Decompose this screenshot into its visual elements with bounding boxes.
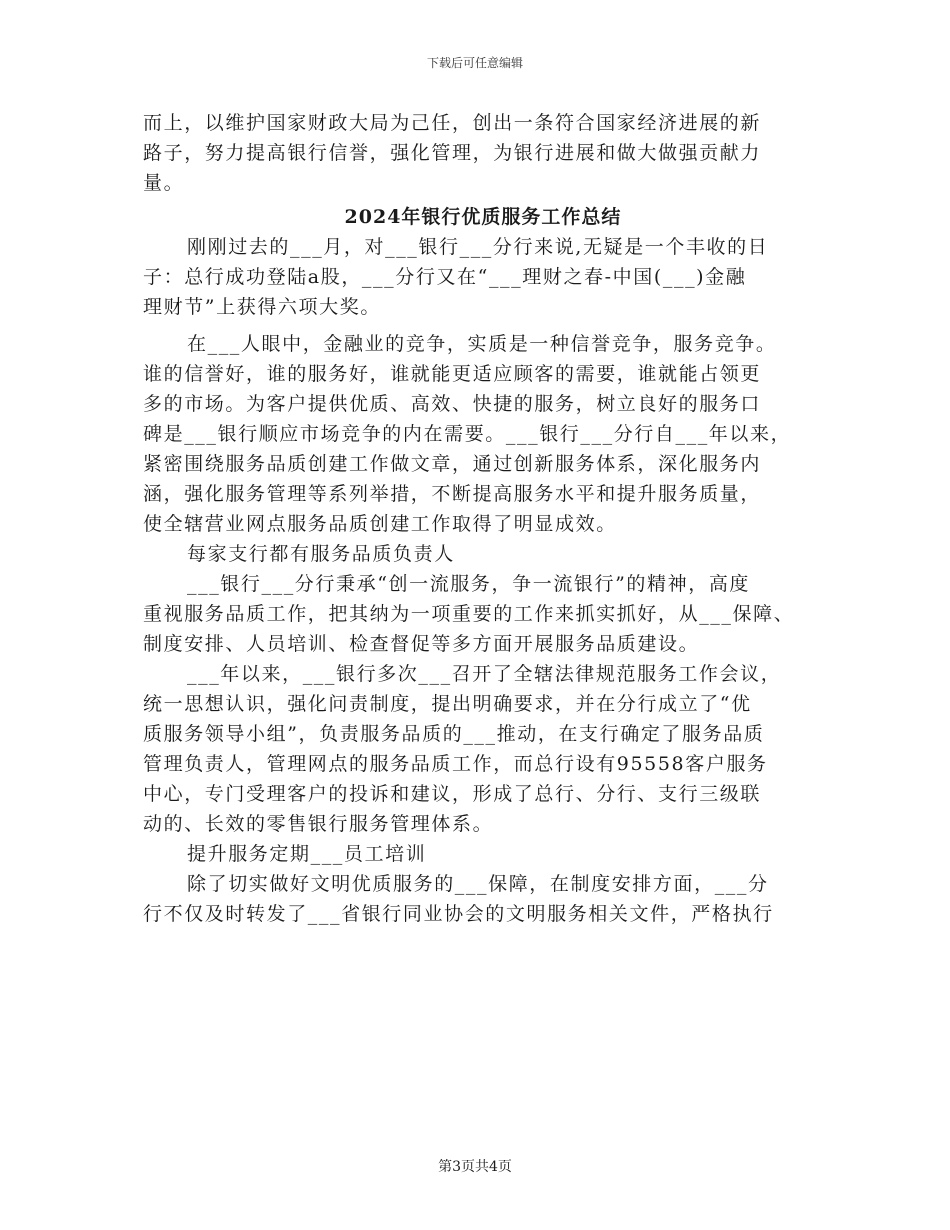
document-title: 2024年银行优质服务工作总结 [344,206,622,228]
section-heading-2 [143,839,823,869]
text-line: 紧密围绕服务品质创建工作做文章，通过创新服务体系，深化服务内 [143,453,762,475]
paragraph-2 [143,329,823,539]
subheading-line: 每家支行都有服务品质负责人 [187,543,455,565]
text-line: 理财节”上获得六项大奖。 [143,296,381,318]
text-line: 而上，以维护国家财政大局为己任，创出一条符合国家经济进展的新 [143,112,762,134]
text-line: 重视服务品质工作，把其纳为一项重要的工作来抓实抓好，从___保障、 [143,603,795,625]
text-line: 质服务领导小组”，负责服务品质的___推动，在支行确定了服务品质 [143,723,765,745]
text-line: 涵，强化服务管理等系列举措，不断提高服务水平和提升服务质量， [143,483,762,505]
paragraph-3 [143,569,823,659]
text-line: ___银行___分行秉承“创一流服务，争一流银行”的精神，高度 [187,573,751,595]
continuation-text [143,108,823,198]
text-line: 在___人眼中，金融业的竞争，实质是一种信誉竞争，服务竞争。 [187,333,777,355]
page-number: 第3页共4页 [438,1159,512,1175]
paragraph-1 [143,232,823,322]
text-line: 刚刚过去的___月，对___银行___分行来说,无疑是一个丰收的日 [187,236,769,258]
subheading-line: 提升服务定期___员工培训 [187,843,427,865]
text-line: 谁的信誉好，谁的服务好，谁就能更适应顾客的需要，谁就能占领更 [143,363,762,385]
section-heading-1 [143,539,823,569]
text-line: 碑是___银行顺应市场竞争的内在需要。___银行___分行自___年以来， [143,423,792,445]
text-line: 行不仅及时转发了___省银行同业协会的文明服务相关文件，严格执行 [143,903,774,925]
text-line: 动的、长效的零售银行服务管理体系。 [143,813,494,835]
text-line: 制度安排、人员培训、检查督促等多方面开展服务品质建设。 [143,633,700,655]
header-note: 下载后可任意编辑 [426,56,523,70]
text-line: 管理负责人，管理网点的服务品质工作，而总行设有95558客户服务 [143,753,768,775]
text-line: 使全辖营业网点服务品质创建工作取得了明显成效。 [143,513,617,535]
paragraph-5 [143,869,823,929]
document-body [143,108,823,929]
paragraph-4 [143,659,823,839]
text-line: 统一思想认识，强化问责制度，提出明确要求，并在分行成立了“优 [143,693,752,715]
text-line: 多的市场。为客户提供优质、高效、快捷的服务，树立良好的服务口 [143,393,762,415]
text-line: 除了切实做好文明优质服务的___保障，在制度安排方面，___分 [187,873,769,895]
text-line: ___年以来，___银行多次___召开了全辖法律规范服务工作会议， [187,663,782,685]
text-line: 路子，努力提高银行信誉，强化管理，为银行进展和做大做强贡献力 [143,142,762,164]
text-line: 子：总行成功登陆a股，___分行又在“___理财之春-中国(___)金融 [143,266,747,288]
text-line: 中心，专门受理客户的投诉和建议，形成了总行、分行、支行三级联 [143,783,762,805]
text-line: 量。 [143,172,185,194]
